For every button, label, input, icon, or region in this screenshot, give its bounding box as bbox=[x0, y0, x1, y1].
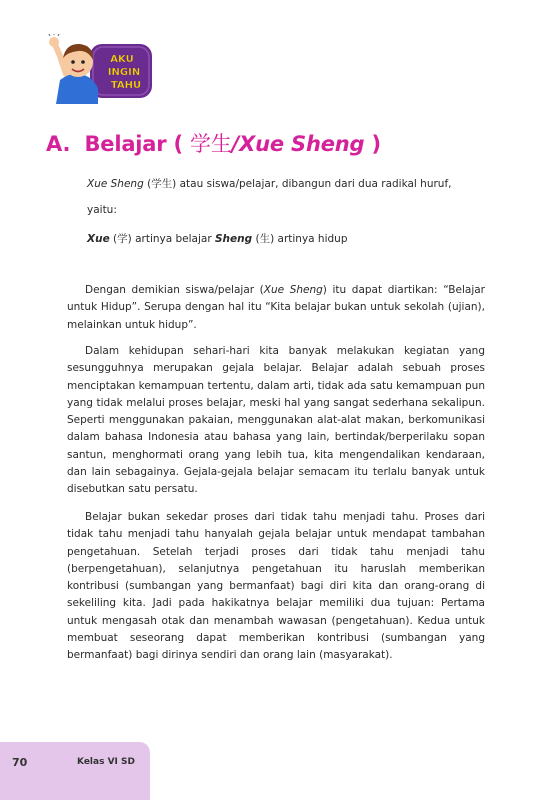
intro-end: artinya hidup bbox=[274, 233, 348, 245]
heading-word: Belajar ( bbox=[84, 132, 183, 156]
intro-line-2: yaitu: bbox=[87, 204, 117, 216]
intro-rest: atau siswa/pelajar, dibangun dari dua radikal huruf, bbox=[176, 178, 452, 190]
page-number: 70 bbox=[12, 756, 28, 769]
paragraph-1 bbox=[67, 282, 485, 334]
heading-close: ) bbox=[364, 132, 381, 156]
logo-line-3: TAHU bbox=[110, 80, 142, 91]
intro-term: Xue Sheng bbox=[87, 178, 144, 190]
intro-term-xue: Xue bbox=[87, 233, 110, 245]
paragraph-1-before: Dengan demikian siswa/pelajar ( bbox=[85, 284, 264, 296]
logo-line-2: INGIN bbox=[107, 67, 141, 78]
intro-line-3 bbox=[87, 231, 348, 246]
heading-hanzi: 学生 bbox=[190, 132, 232, 156]
intro-line-1 bbox=[87, 176, 451, 191]
intro-hanzi: (学生) bbox=[143, 178, 177, 190]
paragraph-3: Belajar bukan sekedar proses dari tidak tahu menjadi tahu. Proses dari tidak tahu menjadi tahu hanyalah gejala belajar untuk mendapat tambahan pengetahuan. Setelah terjadi proses dari tidak tahu menjadi tahu (berpengetahuan), selanjutnya pengetahuan itu haruslah memberikan kontribusi (sumbangan yang bermanfaat) bagi diri kita dan orang-orang di sekeliling kita. Jadi pada hakikatnya belajar memiliki dua tujuan: Pertama untuk mengasah otak dan menambah wawasan (pengetahuan). Kedua untuk membuat seseorang dapat memberikan kontribusi (sumbangan yang bermanfaat) bagi dirinya sendiri dan orang lain (masyarakat). bbox=[67, 511, 485, 662]
intro-hanzi-sheng: (生) bbox=[252, 233, 275, 245]
paragraph-2: Dalam kehidupan sehari-hari kita banyak melakukan kegiatan yang sesungguhnya merupakan gejala belajar. Belajar adalah sebuah proses menciptakan kemampuan tertentu, dalam arti, tidak ada satu kemampuan pun yang tidak melalui proses belajar, meski hal yang sangat sederhana sekalipun. Seperti menggunakan pakaian, menggunakan alat-alat makan, berkomunikasi dalam bahasa Indonesia atau bahasa yang lain, bertindak/berperilaku sopan santun, menghormati orang yang lebih tua, kita mengendalikan kendaraan, dan lain sebagainya. Gejala-gejala belajar semacam itu terlalu banyak untuk disebutkan satu persatu. bbox=[67, 345, 485, 496]
footer-bar bbox=[0, 742, 150, 800]
section-heading bbox=[46, 128, 381, 158]
logo-line-1: AKU bbox=[110, 54, 134, 65]
aku-ingin-tahu-logo bbox=[46, 34, 170, 104]
paragraph-1-after: ) itu dapat diartikan: “Belajar untuk Hidup”. Serupa dengan hal itu “Kita belajar bukan untuk sekolah (ujian), melainkan untuk hidup”. bbox=[67, 284, 485, 331]
intro-hanzi-xue: (学) bbox=[109, 233, 132, 245]
section-letter: A. bbox=[46, 132, 71, 156]
paragraph-1-italic: Xue Sheng bbox=[263, 284, 323, 296]
intro-term-sheng: Sheng bbox=[214, 233, 253, 245]
intro-mid: artinya belajar bbox=[131, 233, 215, 245]
footer-label: Kelas VI SD bbox=[77, 757, 135, 767]
heading-pinyin: /Xue Sheng bbox=[231, 132, 365, 156]
